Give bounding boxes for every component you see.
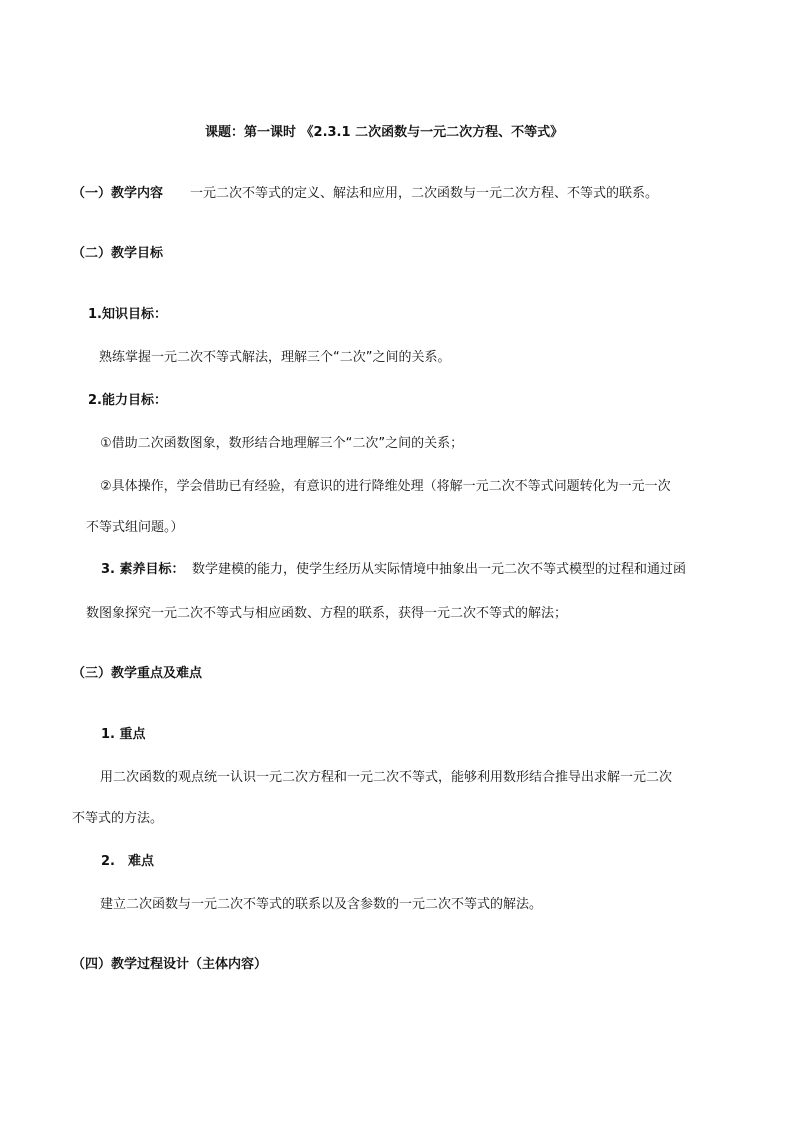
page-title: 课题：第一课时 《2.3.1 二次函数与一元二次方程、不等式》 <box>205 125 564 140</box>
key-point-text-line-1: 用二次函数的观点统一认识一元二次方程和一元二次不等式，能够利用数形结合推导出求解一元二次 <box>100 770 673 785</box>
ability-goal-item-2-line-1: ②具体操作，学会借助已有经验，有意识的进行降维处理（将解一元二次不等式问题转化为一元一次 <box>100 479 671 494</box>
ability-goal-item-2-line-2: 不等式组问题。） <box>86 520 184 535</box>
section1-heading: （一）教学内容 <box>72 186 164 201</box>
section3-heading: （三）教学重点及难点 <box>72 666 203 681</box>
literacy-goal-text-line-1: 数学建模的能力，使学生经历从实际情境中抽象出一元二次不等式模型的过程和通过函 <box>192 562 687 577</box>
section1-content: 一元二次不等式的定义、解法和应用，二次函数与一元二次方程、不等式的联系。 <box>190 186 659 201</box>
difficulty-text: 建立二次函数与一元二次不等式的联系以及含参数的一元二次不等式的解法。 <box>100 897 543 912</box>
ability-goal-item-1: ①借助二次函数图象，数形结合地理解三个“二次”之间的关系； <box>100 436 464 451</box>
difficulty-heading: 2. 难点 <box>101 854 154 869</box>
knowledge-goal-heading: 1.知识目标： <box>88 307 167 322</box>
literacy-goal-text-line-2: 数图象探究一元二次不等式与相应函数、方程的联系，获得一元二次不等式的解法； <box>86 606 568 621</box>
ability-goal-heading: 2.能力目标： <box>88 393 167 408</box>
section2-heading: （二）教学目标 <box>72 246 164 261</box>
literacy-goal-heading: 3. 素养目标： <box>101 562 185 577</box>
key-point-text-line-2: 不等式的方法。 <box>72 811 164 826</box>
knowledge-goal-text: 熟练掌握一元二次不等式解法，理解三个“二次”之间的关系。 <box>99 350 451 365</box>
key-point-heading: 1. 重点 <box>101 727 146 742</box>
section4-heading: （四）教学过程设计（主体内容） <box>72 957 268 972</box>
